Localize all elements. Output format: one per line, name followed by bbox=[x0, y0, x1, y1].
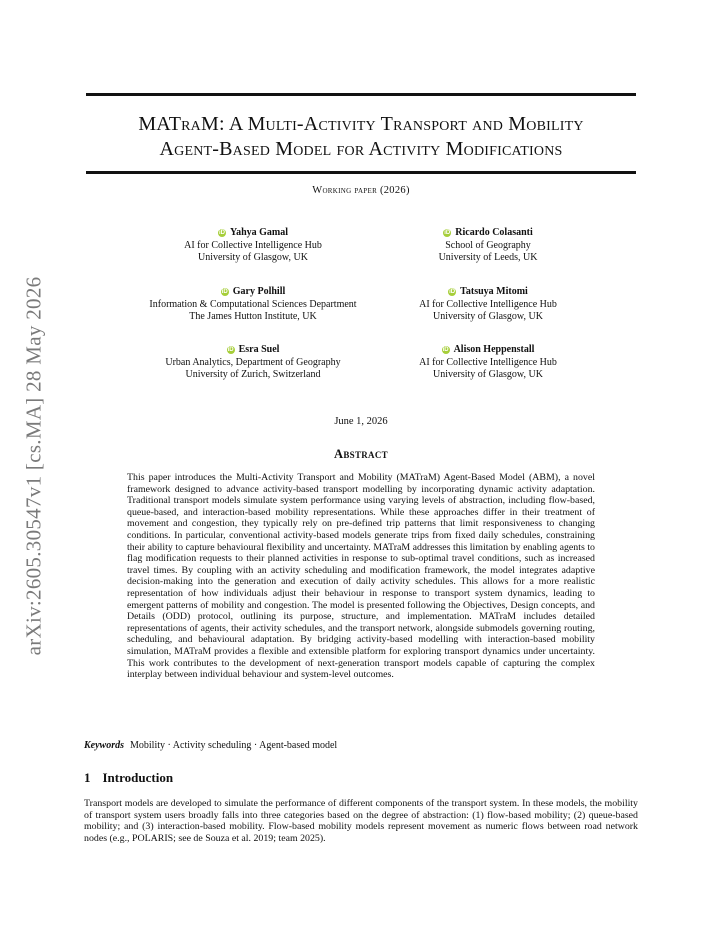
author-institution: The James Hutton Institute, UK bbox=[189, 311, 317, 322]
abstract-text: This paper introduces the Multi-Activity Transport and Mobility (MATraM) Agent-Based Model (ABM), a novel framework designed to advance activity-based transport modelling by incorporating dynamic activity adaptation. Traditional transport models simulate system performance using varying levels of abstraction, including flow-based, queue-based, and interaction-based mobility representations. While these approaches differ in their treatment of movement and congestion, they typically rely on pre-defined trip patterns that limit responsiveness to changing conditions. In particular, conventional activity-based models generate trips from fixed daily schedules, constraining their ability to capture behavioural flexibility and uncertainty. MATraM addresses this limitation by enabling agents to flag modification requests to their planned activities in response to sub-optimal travel conditions, such as increased travel times. By coupling with an activity scheduling and modification framework, the model integrates adaptive decision-making into the generation and execution of daily activity schedules. This allows for a more realistic representation of how individuals adjust their behaviour in response to transport system dynamics, leading to emergent patterns of mobility and congestion. The model is presented following the Objectives, Design concepts, and Details (ODD) protocol, outlining its purpose, structure, and implementation. MATraM includes detailed representations of agents, their activity schedules, and the transport network, alongside submodels governing routing, scheduling, and behavioural adaptation. By bridging activity-based modelling with interaction-based mobility simulation, MATraM provides a flexible and extensible platform for exploring transport dynamics under uncertainty. This work contributes to the development of next-generation transport models capable of capturing the complex interplay between individual behaviour and system-level outcomes. bbox=[127, 472, 595, 681]
section-number: 1 bbox=[84, 770, 91, 785]
working-paper-label: Working paper (2026) bbox=[312, 185, 410, 196]
author-institution: University of Glasgow, UK bbox=[433, 369, 543, 380]
orcid-icon[interactable]: iD bbox=[449, 289, 456, 296]
author-block bbox=[348, 344, 628, 382]
author-block bbox=[348, 286, 628, 324]
author-affiliation: Urban Analytics, Department of Geography bbox=[165, 356, 341, 368]
abstract-heading: Abstract bbox=[334, 447, 388, 461]
author-affiliation: Information & Computational Sciences Department bbox=[149, 298, 357, 310]
title-rule-bottom bbox=[86, 171, 636, 174]
author-institution: University of Zurich, Switzerland bbox=[185, 369, 321, 380]
author-name: Gary Polhill bbox=[232, 286, 286, 297]
author-affiliation: AI for Collective Intelligence Hub bbox=[184, 239, 322, 251]
author-affiliation: AI for Collective Intelligence Hub bbox=[419, 298, 557, 310]
title-rule-top bbox=[86, 93, 636, 96]
author-institution: University of Glasgow, UK bbox=[433, 311, 543, 322]
section-heading bbox=[84, 770, 173, 786]
author-name: Esra Suel bbox=[238, 344, 280, 355]
author-name: Tatsuya Mitomi bbox=[460, 286, 528, 297]
author-name: Alison Heppenstall bbox=[453, 344, 535, 355]
arxiv-identifier: arXiv:2605.30547v1 [cs.MA] 28 May 2026 bbox=[21, 276, 46, 656]
author-block bbox=[348, 227, 628, 265]
keywords bbox=[84, 740, 644, 751]
title-line-1: MATraM: A Multi-Activity Transport and Mobility bbox=[138, 113, 584, 135]
orcid-icon[interactable]: iD bbox=[444, 230, 451, 237]
orcid-icon[interactable]: iD bbox=[442, 347, 449, 354]
paper-date: June 1, 2026 bbox=[334, 416, 388, 427]
author-institution: University of Leeds, UK bbox=[438, 252, 538, 263]
orcid-icon[interactable]: iD bbox=[227, 347, 234, 354]
keywords-text: Mobility · Activity scheduling · Agent-based model bbox=[130, 740, 338, 751]
intro-paragraph: Transport models are developed to simulate the performance of different components of the transport system. In these models, the mobility of transport system users broadly falls into three categories based on the degree of abstraction: (1) flow-based mobility; (2) queue-based mobility; and (3) interaction-based mobility. Flow-based mobility models represent movement as numeric flows between road network nodes (e.g., POLARIS; see de Souza et al. 2019; team 2025). bbox=[84, 798, 638, 844]
author-institution: University of Glasgow, UK bbox=[198, 252, 308, 263]
keywords-label: Keywords bbox=[84, 740, 124, 751]
orcid-icon[interactable]: iD bbox=[221, 289, 228, 296]
author-name: Yahya Gamal bbox=[229, 227, 289, 238]
author-name: Ricardo Colasanti bbox=[455, 227, 533, 238]
author-affiliation: School of Geography bbox=[445, 239, 531, 251]
title-line-2: Agent-Based Model for Activity Modifications bbox=[159, 138, 563, 160]
paper-title bbox=[86, 112, 636, 162]
author-affiliation: AI for Collective Intelligence Hub bbox=[419, 356, 557, 368]
section-title: Introduction bbox=[102, 770, 174, 785]
orcid-icon[interactable]: iD bbox=[218, 230, 225, 237]
